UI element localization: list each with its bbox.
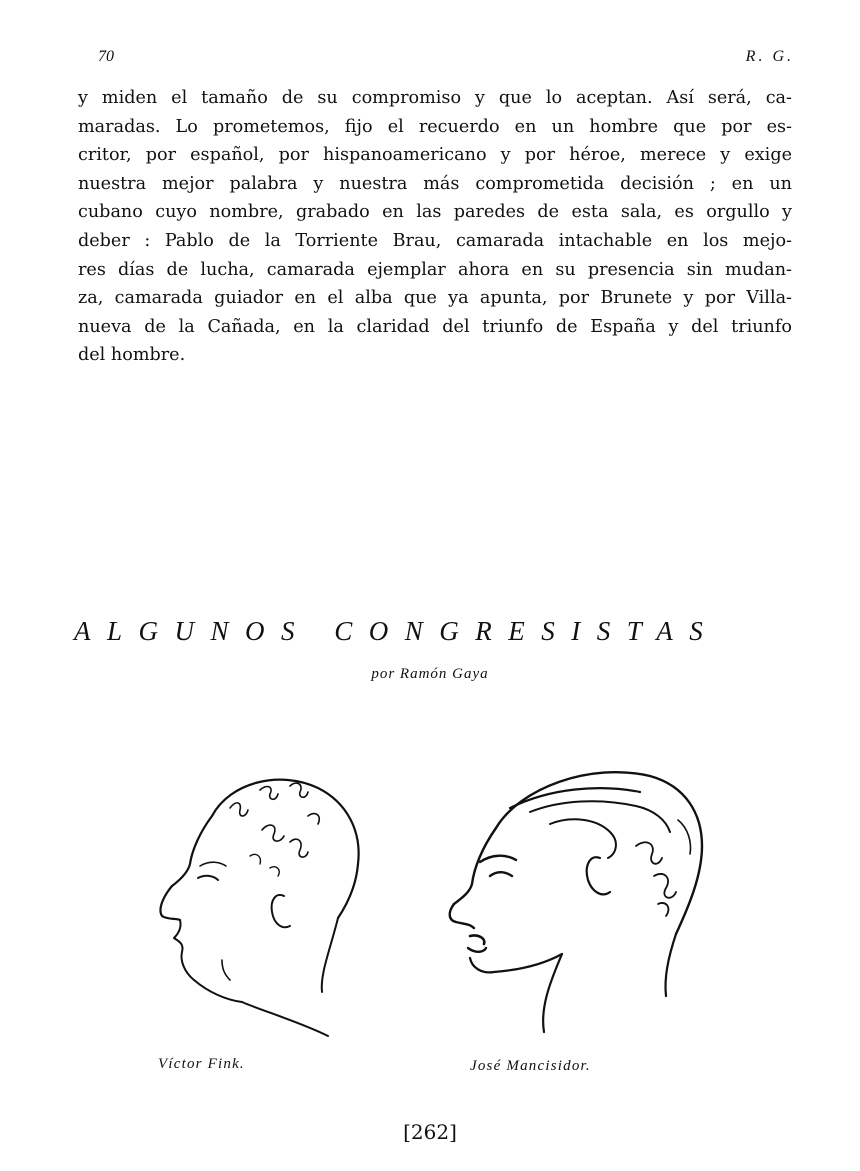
portrait-victor-fink [150,760,370,1040]
body-line: del hombre. [78,345,186,366]
portrait-jose-mancisidor [440,758,720,1040]
body-line: za, camarada guiador en el alba que ya apunta, por Brunete y por Villa- [78,288,792,309]
running-head: R. G. [745,48,794,65]
body-line: deber : Pablo de la Torriente Brau, camarada intachable en los mejo- [78,230,792,251]
caption-victor-fink: Víctor Fink. [158,1056,245,1072]
folio: [262] [403,1120,457,1144]
section-title: ALGUNOS CONGRESISTAS [74,616,720,646]
page-number: 70 [98,48,114,65]
body-line: nueva de la Cañada, en la claridad del triunfo de España y del triunfo [78,316,792,337]
body-line: critor, por español, por hispanoamericano y por héroe, merece y exige [78,145,792,166]
body-line: cubano cuyo nombre, grabado en las paredes de esta sala, es orgullo y [78,202,792,223]
body-paragraph [78,84,792,370]
body-line: res días de lucha, camarada ejemplar ahora en su presencia sin mudan- [78,259,792,280]
body-line: y miden el tamaño de su compromiso y que lo aceptan. Así será, ca- [78,88,792,108]
byline: por Ramón Gaya [371,666,489,682]
caption-jose-mancisidor: José Mancisidor. [470,1058,591,1074]
body-line: nuestra mejor palabra y nuestra más comprometida decisión ; en un [78,173,792,194]
body-line: maradas. Lo prometemos, fijo el recuerdo en un hombre que por es- [78,116,792,137]
